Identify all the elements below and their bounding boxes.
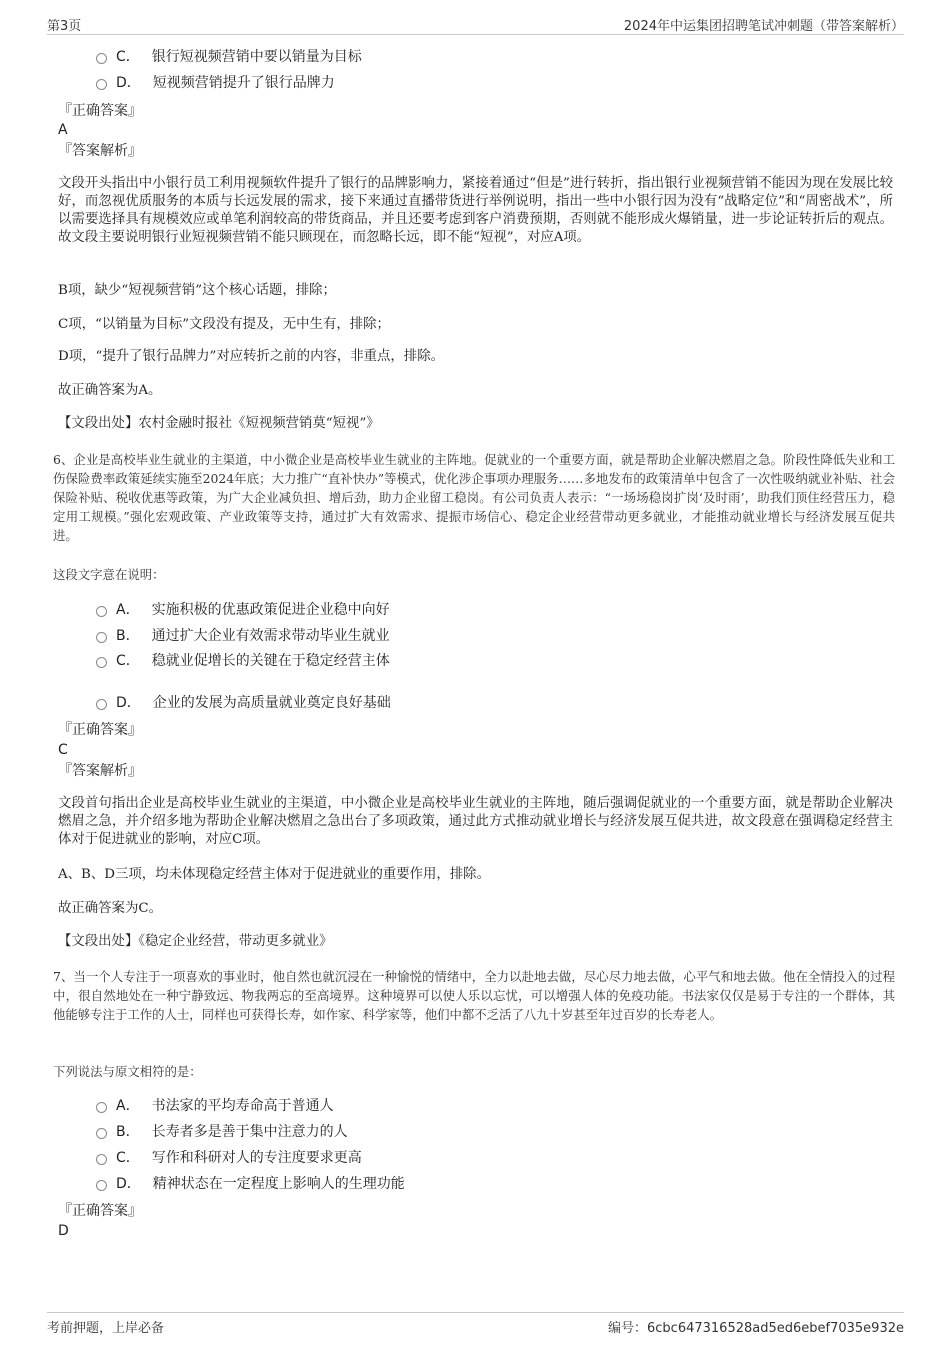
- radio-icon[interactable]: [96, 53, 107, 64]
- q5-answer-label: 『正确答案』: [58, 103, 142, 119]
- q5-analysis-text: 文段开头指出中小银行员工利用视频软件提升了银行的品牌影响力，紧接着通过“但是”进行转折，指出银行业视频营销不能因为现在发展比较好，而忽视优质服务的本质与长远发展的需求，接下来通过直播带货进行举例说明，指出一些中小银行因为没有“战略定位”和“周密战术”，所以需要选择具有规模效应或单笔利润较高的带货商品，并且还要考虑到客户消费预期，否则就不能形成火爆销量，进一步论证转折后的观点。故文段主要说明银行业短视频营销不能只顾现在，而忽略长远，即不能“短视”，对应A项。: [58, 176, 893, 245]
- radio-icon[interactable]: [96, 1128, 107, 1139]
- q5-analysis-d: D项，“提升了银行品牌力”对应转折之前的内容，非重点，排除。: [58, 349, 444, 364]
- q7-option-d[interactable]: D． 精神状态在一定程度上影响人的生理功能: [96, 1175, 405, 1193]
- q7-stem: 下列说法与原文相符的是：: [53, 1064, 202, 1079]
- footer-code-label: 编号：: [607, 1321, 647, 1336]
- footer-slogan: 考前押题，上岸必备: [47, 1321, 165, 1336]
- q7-option-c[interactable]: C． 写作和科研对人的专注度要求更高: [96, 1149, 362, 1167]
- q6-option-b[interactable]: B． 通过扩大企业有效需求带动毕业生就业: [96, 627, 390, 645]
- radio-icon[interactable]: [96, 657, 107, 668]
- footer-code: [608, 1317, 904, 1336]
- q6-stem: 这段文字意在说明：: [53, 567, 165, 582]
- q7-option-a[interactable]: A． 书法家的平均寿命高于普通人: [96, 1097, 334, 1115]
- page-footer: [47, 1312, 904, 1337]
- footer-code-value: 6cbc647316528ad5ed6ebef7035e932e: [647, 1321, 904, 1336]
- q7-answer: D: [58, 1223, 69, 1239]
- q5-option-d[interactable]: D． 短视频营销提升了银行品牌力: [96, 74, 335, 92]
- radio-icon[interactable]: [96, 79, 107, 90]
- radio-icon[interactable]: [96, 1154, 107, 1165]
- q6-answer: C: [58, 742, 68, 758]
- page-header: [47, 12, 904, 35]
- radio-icon[interactable]: [96, 632, 107, 643]
- q6-analysis-label: 『答案解析』: [58, 763, 142, 779]
- q6-analysis-abd: A、B、D三项，均未体现稳定经营主体对于促进就业的重要作用，排除。: [58, 867, 490, 882]
- q6-option-c[interactable]: C． 稳就业促增长的关键在于稳定经营主体: [96, 652, 390, 670]
- q7-option-b[interactable]: B． 长寿者多是善于集中注意力的人: [96, 1123, 348, 1141]
- q6-source: 【文段出处】《稳定企业经营，带动更多就业》: [58, 934, 333, 949]
- q7-question-text: 7、当一个人专注于一项喜欢的事业时，他自然也就沉浸在一种愉悦的情绪中，全力以赴地去做，尽心尽力地去做，心平气和地去做。他在全情投入的过程中，很自然地处在一种宁静致远、物我两忘的至高境界。这种境界可以使人乐以忘忧，可以增强人体的免疫功能。书法家仅仅是易于专注的一个群体，其他能够专注于工作的人士，同样也可获得长寿，如作家、科学家等，他们中都不乏活了八九十岁甚至年过百岁的长寿老人。: [53, 969, 895, 1022]
- q5-source: 【文段出处】农村金融时报社《短视频营销莫“短视”》: [58, 416, 380, 431]
- q6-answer-label: 『正确答案』: [58, 722, 142, 738]
- page-number: 第3页: [47, 19, 82, 34]
- q6-option-d[interactable]: D． 企业的发展为高质量就业奠定良好基础: [96, 694, 391, 712]
- radio-icon[interactable]: [96, 606, 107, 617]
- radio-icon[interactable]: [96, 1180, 107, 1191]
- q5-option-c[interactable]: C． 银行短视频营销中要以销量为目标: [96, 48, 362, 66]
- q6-analysis-text: 文段首句指出企业是高校毕业生就业的主渠道，中小微企业是高校毕业生就业的主阵地，随后强调促就业的一个重要方面，就是帮助企业解决燃眉之急，并介绍多地为帮助企业解决燃眉之急出台了多项政策，通过此方式推动就业增长与经济发展互促共进，故文段意在强调稳定经营主体对于促进就业的影响，对应C项。: [58, 796, 893, 847]
- q6-option-a[interactable]: A． 实施积极的优惠政策促进企业稳中向好: [96, 601, 390, 619]
- q5-analysis-label: 『答案解析』: [58, 143, 142, 159]
- q5-analysis-c: C项，“以销量为目标”文段没有提及，无中生有，排除；: [58, 317, 390, 332]
- q6-question-text: 6、企业是高校毕业生就业的主渠道，中小微企业是高校毕业生就业的主阵地。促就业的一个重要方面，就是帮助企业解决燃眉之急。阶段性降低失业和工伤保险费率政策延续实施至2024年底；大力推广“直补快办”等模式，优化涉企事项办理服务……多地发布的政策清单中包含了一次性吸纳就业补贴、社会保险补贴、税收优惠等政策，为广大企业减负担、增后劲，助力企业留工稳岗。有公司负责人表示：“一场场稳岗扩岗‘及时雨’，助我们顶住经营压力，稳定用工规模。”强化宏观政策、产业政策等支持，通过扩大有效需求、提振市场信心、稳定企业经营带动更多就业，才能推动就业增长与经济发展互促共进。: [53, 452, 895, 543]
- q5-conclusion: 故正确答案为A。: [58, 383, 162, 398]
- q5-answer: A: [58, 122, 68, 138]
- radio-icon[interactable]: [96, 699, 107, 710]
- document-title: 2024年中运集团招聘笔试冲刺题（带答案解析）: [623, 19, 904, 34]
- q5-analysis-b: B项，缺少“短视频营销”这个核心话题，排除；: [58, 283, 336, 298]
- q6-conclusion: 故正确答案为C。: [58, 901, 162, 916]
- q7-answer-label: 『正确答案』: [58, 1203, 142, 1219]
- radio-icon[interactable]: [96, 1102, 107, 1113]
